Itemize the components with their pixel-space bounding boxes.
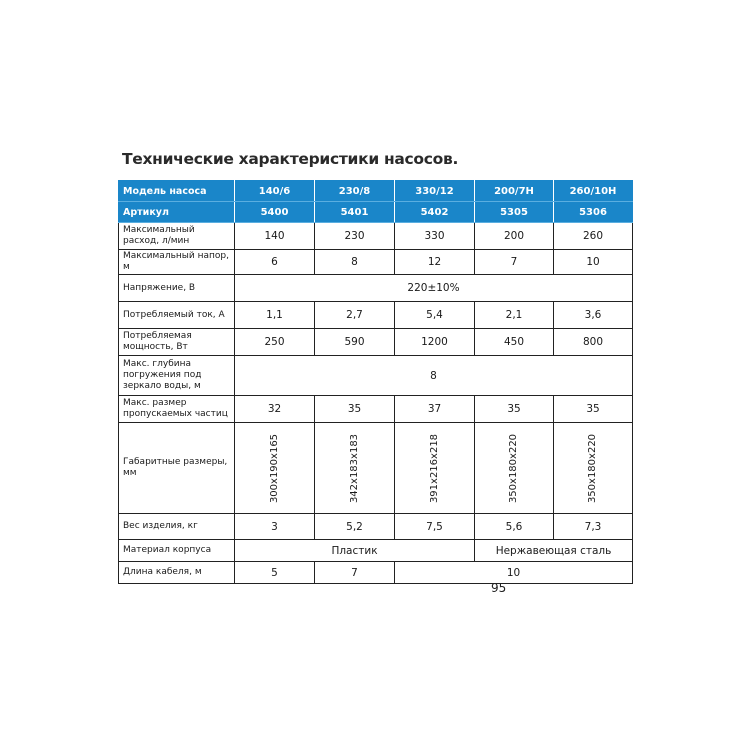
table-row-power [119, 329, 633, 356]
table-cell: 260 [554, 223, 633, 250]
table-cell [395, 423, 475, 514]
article-header-cell: 5305 [475, 202, 554, 223]
row-label: Длина кабеля, м [119, 562, 235, 584]
vertical-text: 391x216x218 [428, 433, 440, 504]
table-row-depth [119, 356, 633, 396]
table-cell-merged: 8 [235, 356, 633, 396]
table-cell: 5,4 [395, 302, 475, 329]
table-cell: 330 [395, 223, 475, 250]
table-cell: 8 [315, 250, 395, 275]
table-cell: 590 [315, 329, 395, 356]
table-row-voltage [119, 275, 633, 302]
table-cell-merged: 10 [395, 562, 633, 584]
table-row-current [119, 302, 633, 329]
article-header-cell: 5402 [395, 202, 475, 223]
table-cell: 6 [235, 250, 315, 275]
model-header-cell: 200/7H [475, 181, 554, 202]
table-cell: 140 [235, 223, 315, 250]
table-row-max-flow [119, 223, 633, 250]
page-title: Технические характеристики насосов. [122, 150, 459, 168]
table-row-weight [119, 514, 633, 540]
table-cell: 10 [554, 250, 633, 275]
row-label: Напряжение, В [119, 275, 235, 302]
vertical-text: 300x190x165 [268, 433, 280, 504]
table-row-dimensions [119, 423, 633, 514]
vertical-text: 350x180x220 [508, 433, 520, 504]
table-cell-merged: Нержавеющая сталь [475, 540, 633, 562]
table-cell: 35 [554, 396, 633, 423]
table-cell: 450 [475, 329, 554, 356]
table-cell: 32 [235, 396, 315, 423]
table-cell: 37 [395, 396, 475, 423]
table-cell-merged: 220±10% [235, 275, 633, 302]
table-cell: 5,6 [475, 514, 554, 540]
table-cell: 5 [235, 562, 315, 584]
row-label: Максимальный расход, л/мин [119, 223, 235, 250]
table-cell: 7,5 [395, 514, 475, 540]
model-header-label: Модель насоса [119, 181, 235, 202]
table-row-particles [119, 396, 633, 423]
table-cell: 1200 [395, 329, 475, 356]
table-cell: 250 [235, 329, 315, 356]
page-number: 95 [491, 581, 507, 595]
table-cell: 800 [554, 329, 633, 356]
table-cell [235, 423, 315, 514]
table-header-row-model [119, 181, 633, 202]
row-label: Максимальный напор, м [119, 250, 235, 275]
pump-specs-table [118, 180, 633, 584]
table-cell: 7,3 [554, 514, 633, 540]
table-cell: 2,1 [475, 302, 554, 329]
model-header-cell: 260/10H [554, 181, 633, 202]
row-label: Материал корпуса [119, 540, 235, 562]
table-cell: 35 [475, 396, 554, 423]
article-header-cell: 5400 [235, 202, 315, 223]
table-row-cable [119, 562, 633, 584]
table-cell: 3 [235, 514, 315, 540]
row-label: Макс. размер пропускаемых частиц [119, 396, 235, 423]
vertical-text: 342x183x183 [348, 433, 360, 504]
model-header-cell: 330/12 [395, 181, 475, 202]
row-label: Вес изделия, кг [119, 514, 235, 540]
article-header-label: Артикул [119, 202, 235, 223]
table-header-row-article [119, 202, 633, 223]
row-label: Макс. глубина погружения под зеркало воды, м [119, 356, 235, 396]
row-label: Потребляемый ток, А [119, 302, 235, 329]
article-header-cell: 5401 [315, 202, 395, 223]
vertical-text: 350x180x220 [587, 433, 599, 504]
table-cell: 2,7 [315, 302, 395, 329]
model-header-cell: 140/6 [235, 181, 315, 202]
table-cell [475, 423, 554, 514]
table-cell: 230 [315, 223, 395, 250]
table-cell [554, 423, 633, 514]
row-label: Габаритные размеры, мм [119, 423, 235, 514]
table-cell [315, 423, 395, 514]
article-header-cell: 5306 [554, 202, 633, 223]
table-cell: 7 [475, 250, 554, 275]
table-cell: 35 [315, 396, 395, 423]
table-cell-merged: Пластик [235, 540, 475, 562]
table-cell: 3,6 [554, 302, 633, 329]
table-cell: 200 [475, 223, 554, 250]
table-row-material [119, 540, 633, 562]
table-cell: 5,2 [315, 514, 395, 540]
table-cell: 1,1 [235, 302, 315, 329]
table-row-max-head [119, 250, 633, 275]
model-header-cell: 230/8 [315, 181, 395, 202]
table-cell: 12 [395, 250, 475, 275]
row-label: Потребляемая мощность, Вт [119, 329, 235, 356]
table-cell: 7 [315, 562, 395, 584]
